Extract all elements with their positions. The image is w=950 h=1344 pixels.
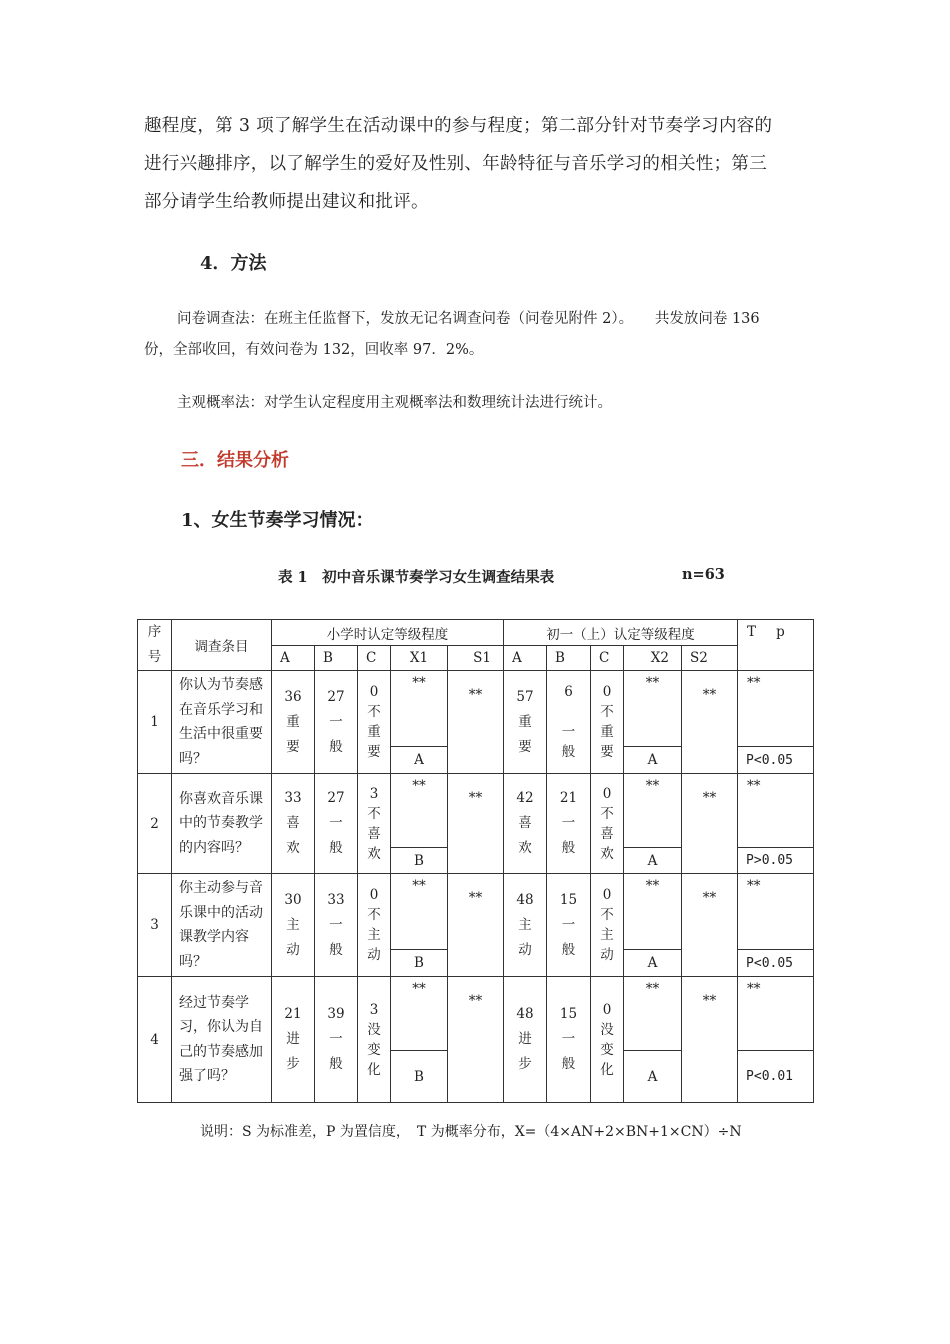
row-2-item: 你喜欢音乐课中的节奏教学的内容吗？ xyxy=(172,774,272,874)
header-c1: C xyxy=(358,646,391,671)
row-1-s2: ** xyxy=(682,671,738,774)
row-4-b1: 39 一 般 xyxy=(315,977,358,1103)
row-1-t: ** xyxy=(738,671,814,747)
row-1-c1: 0 不 重 要 xyxy=(358,671,391,774)
results-subheading: 1、女生节奏学习情况： xyxy=(181,510,374,531)
row-1-a2: 57 重 要 xyxy=(504,671,547,774)
row-4-x1-grade: B xyxy=(391,1051,448,1103)
header-b2: B xyxy=(547,646,591,671)
row-3-p-value: P<0.05 xyxy=(738,950,814,977)
row-1-item: 你认为节奏感在音乐学习和生活中很重要吗？ xyxy=(172,671,272,774)
header-item: 调查条目 xyxy=(172,620,272,671)
row-2-p-value: P>0.05 xyxy=(738,848,814,874)
table-caption: 表 1 初中音乐课节奏学习女生调查结果表 xyxy=(278,569,555,586)
row-1-c2: 0 不 重 要 xyxy=(591,671,624,774)
row-2-b1: 27 一 般 xyxy=(315,774,358,874)
table-note: 说明：S 为标准差，P 为置信度， T 为概率分布，X=（4×AN+2×BN+1×CN）÷N xyxy=(200,1124,742,1140)
intro-line-1: 趣程度，第 3 项了解学生在活动课中的参与程度；第二部分针对节奏学习内容的 xyxy=(144,116,773,136)
row-4-t: ** xyxy=(738,977,814,1051)
row-3-t: ** xyxy=(738,874,814,950)
row-2-s1: ** xyxy=(448,774,504,874)
row-3-a1: 30 主 动 xyxy=(272,874,315,977)
row-2-s2: ** xyxy=(682,774,738,874)
row-3-x2: ** xyxy=(624,874,682,950)
method-heading: 4．方法 xyxy=(200,253,267,274)
header-s1: S1 xyxy=(448,646,504,671)
row-3-a2: 48 主 动 xyxy=(504,874,547,977)
row-2-a1: 33 喜 欢 xyxy=(272,774,315,874)
row-4-item: 经过节奏学习，你认为自己的节奏感加强了吗？ xyxy=(172,977,272,1103)
row-4-x2: ** xyxy=(624,977,682,1051)
row-2-x2-grade: A xyxy=(624,848,682,874)
survey-results-table xyxy=(137,619,814,1103)
header-b1: B xyxy=(315,646,358,671)
row-1-x2-grade: A xyxy=(624,747,682,774)
row-3-item: 你主动参与音乐课中的活动课教学内容吗？ xyxy=(172,874,272,977)
row-1-b2: 6 一 般 xyxy=(547,671,591,774)
method-paragraph-line-2: 份，全部收回，有效问卷为 132，回收率 97．2%。 xyxy=(144,342,484,358)
row-3-seq: 3 xyxy=(138,874,172,977)
row-4-a1: 21 进 步 xyxy=(272,977,315,1103)
row-4-c1: 3 没 变 化 xyxy=(358,977,391,1103)
row-3-c2: 0 不 主 动 xyxy=(591,874,624,977)
row-3-b1: 33 一 般 xyxy=(315,874,358,977)
row-4-x1: ** xyxy=(391,977,448,1051)
row-1-b1: 27 一 般 xyxy=(315,671,358,774)
row-3-s1: ** xyxy=(448,874,504,977)
row-2-x1: ** xyxy=(391,774,448,848)
row-1-x2: ** xyxy=(624,671,682,747)
header-x1: X1 xyxy=(391,646,448,671)
method-paragraph-line-1: 问卷调查法：在班主任监督下，发放无记名调查问卷（问卷见附件 2）。 共发放问卷 136 xyxy=(177,311,760,327)
row-4-a2: 48 进 步 xyxy=(504,977,547,1103)
header-s2: S2 xyxy=(682,646,738,671)
row-1-x1: ** xyxy=(391,671,448,747)
header-t-p: T p xyxy=(738,620,814,671)
row-4-x2-grade: A xyxy=(624,1051,682,1103)
row-2-x1-grade: B xyxy=(391,848,448,874)
row-4-s1: ** xyxy=(448,977,504,1103)
row-3-c1: 0 不 主 动 xyxy=(358,874,391,977)
row-2-t: ** xyxy=(738,774,814,848)
header-x2: X2 xyxy=(624,646,682,671)
header-primary-school: 小学时认定等级程度 xyxy=(272,620,504,646)
method-paragraph-2: 主观概率法：对学生认定程度用主观概率法和数理统计法进行统计。 xyxy=(177,395,612,411)
row-4-p-value: P<0.01 xyxy=(738,1051,814,1103)
row-2-c2: 0 不 喜 欢 xyxy=(591,774,624,874)
row-1-s1: ** xyxy=(448,671,504,774)
row-4-seq: 4 xyxy=(138,977,172,1103)
results-heading: 三．结果分析 xyxy=(181,450,289,471)
row-3-x1: ** xyxy=(391,874,448,950)
header-a2: A xyxy=(504,646,547,671)
row-3-x1-grade: B xyxy=(391,950,448,977)
header-grade-one: 初一（上）认定等级程度 xyxy=(504,620,738,646)
header-seq: 序 号 xyxy=(138,620,172,671)
row-3-b2: 15 一 般 xyxy=(547,874,591,977)
intro-line-3: 部分请学生给教师提出建议和批评。 xyxy=(144,192,429,212)
row-2-x2: ** xyxy=(624,774,682,848)
row-2-seq: 2 xyxy=(138,774,172,874)
row-3-s2: ** xyxy=(682,874,738,977)
header-c2: C xyxy=(591,646,624,671)
row-3-x2-grade: A xyxy=(624,950,682,977)
intro-line-2: 进行兴趣排序，以了解学生的爱好及性别、年龄特征与音乐学习的相关性；第三 xyxy=(144,154,767,174)
row-2-a2: 42 喜 欢 xyxy=(504,774,547,874)
row-1-seq: 1 xyxy=(138,671,172,774)
row-4-c2: 0 没 变 化 xyxy=(591,977,624,1103)
table-sample-size: n=63 xyxy=(682,566,725,583)
row-2-c1: 3 不 喜 欢 xyxy=(358,774,391,874)
row-1-x1-grade: A xyxy=(391,747,448,774)
row-2-b2: 21 一 般 xyxy=(547,774,591,874)
header-a1: A xyxy=(272,646,315,671)
row-1-a1: 36 重 要 xyxy=(272,671,315,774)
row-4-b2: 15 一 般 xyxy=(547,977,591,1103)
row-1-p-value: P<0.05 xyxy=(738,747,814,774)
row-4-s2: ** xyxy=(682,977,738,1103)
